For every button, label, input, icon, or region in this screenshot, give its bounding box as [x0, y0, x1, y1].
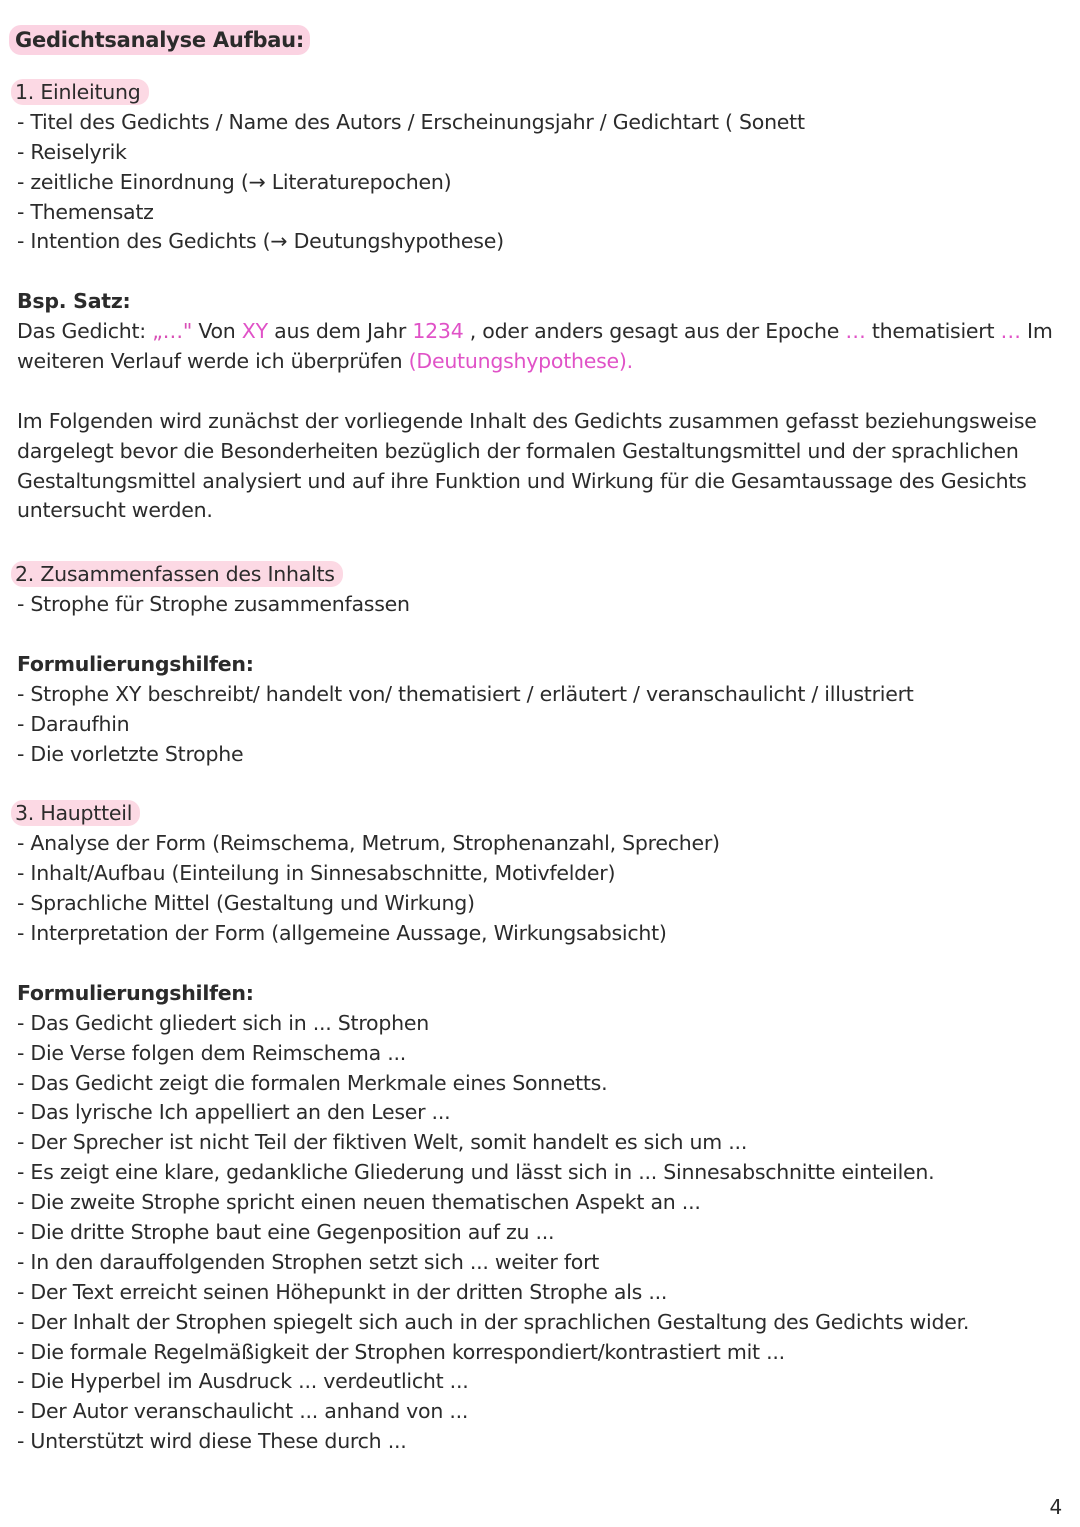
list-item: - Das lyrische Ich appelliert an den Leser ...: [17, 1100, 451, 1125]
list-item: - Strophe für Strophe zusammenfassen: [17, 592, 410, 617]
list-item: - Inhalt/Aufbau (Einteilung in Sinnesabschnitte, Motivfelder): [17, 861, 616, 886]
example-quote: „…": [152, 319, 193, 344]
list-item: - Das Gedicht zeigt die formalen Merkmale eines Sonnetts.: [17, 1070, 608, 1095]
title-highlight: Gedichtsanalyse Aufbau:: [9, 25, 310, 55]
list-item: - Reiselyrik: [17, 139, 127, 164]
list-item: - Strophe XY beschreibt/ handelt von/ thematisiert / erläutert / veranschaulicht / illustriert: [17, 681, 914, 706]
example-hypothesis: (Deutungshypothese).: [408, 349, 633, 374]
paragraph-line: dargelegt bevor die Besonderheiten bezüglich der formalen Gestaltungsmittel und der sprachlichen: [17, 438, 1019, 463]
list-item: - Der Text erreicht seinen Höhepunkt in der dritten Strophe als ...: [17, 1279, 668, 1304]
page-number: 4: [1049, 1495, 1062, 1519]
help-label: Formulierungshilfen:: [17, 980, 254, 1005]
list-item: - Es zeigt eine klare, gedankliche Gliederung und lässt sich in ... Sinnesabschnitte einteilen.: [17, 1160, 935, 1185]
list-item: - Intention des Gedichts (→ Deutungshypothese): [17, 229, 504, 254]
section3-heading: 3. Hauptteil: [17, 799, 1057, 829]
help-label: Formulierungshilfen:: [17, 652, 254, 677]
list-item: - Sprachliche Mittel (Gestaltung und Wirkung): [17, 891, 475, 916]
example-sentence-line1: Das Gedicht: „…" Von XY aus dem Jahr 1234 , oder anders gesagt aus der Epoche … thematisiert … Im: [17, 319, 1053, 344]
list-item: - Titel des Gedichts / Name des Autors / Erscheinungsjahr / Gedichtart ( Sonett: [17, 109, 805, 134]
list-item: - Die Verse folgen dem Reimschema ...: [17, 1040, 407, 1065]
example-author-placeholder: XY: [241, 319, 268, 344]
list-item: - Die vorletzte Strophe: [17, 741, 244, 766]
list-item: - Interpretation der Form (allgemeine Aussage, Wirkungsabsicht): [17, 921, 667, 946]
example-label: Bsp. Satz:: [17, 289, 131, 314]
section2-heading: 2. Zusammenfassen des Inhalts: [17, 560, 1057, 590]
example-year-placeholder: 1234: [412, 319, 464, 344]
list-item: - Analyse der Form (Reimschema, Metrum, Strophenanzahl, Sprecher): [17, 831, 720, 856]
list-item: - Die formale Regelmäßigkeit der Strophen korrespondiert/kontrastiert mit ...: [17, 1339, 785, 1364]
page-title: [17, 22, 1057, 58]
list-item: - Der Autor veranschaulicht ... anhand von ...: [17, 1399, 469, 1424]
list-item: - Der Inhalt der Strophen spiegelt sich auch in der sprachlichen Gestaltung des Gedichts wider.: [17, 1309, 970, 1334]
list-item: - Die dritte Strophe baut eine Gegenposition auf zu ...: [17, 1219, 555, 1244]
list-item: - zeitliche Einordnung (→ Literaturepochen): [17, 169, 452, 194]
list-item: - Der Sprecher ist nicht Teil der fiktiven Welt, somit handelt es sich um ...: [17, 1130, 748, 1155]
list-item: - Die zweite Strophe spricht einen neuen thematischen Aspekt an ...: [17, 1190, 701, 1215]
document-page: [17, 22, 1057, 1457]
paragraph-line: Im Folgenden wird zunächst der vorliegende Inhalt des Gedichts zusammen gefasst beziehungsweise: [17, 408, 1037, 433]
paragraph-line: untersucht werden.: [17, 498, 213, 523]
list-item: - Die Hyperbel im Ausdruck ... verdeutlicht ...: [17, 1369, 469, 1394]
paragraph-line: Gestaltungsmittel analysiert und auf ihre Funktion und Wirkung für die Gesamtaussage des Gesichts: [17, 468, 1027, 493]
section1-heading: 1. Einleitung: [17, 78, 1057, 108]
list-item: - Das Gedicht gliedert sich in ... Strophen: [17, 1010, 429, 1035]
list-item: - Unterstützt wird diese These durch ...: [17, 1429, 407, 1454]
example-sentence-line2: weiteren Verlauf werde ich überprüfen (Deutungshypothese).: [17, 349, 633, 374]
list-item: - Themensatz: [17, 199, 154, 224]
list-item: - Daraufhin: [17, 711, 130, 736]
list-item: - In den darauffolgenden Strophen setzt sich ... weiter fort: [17, 1249, 600, 1274]
